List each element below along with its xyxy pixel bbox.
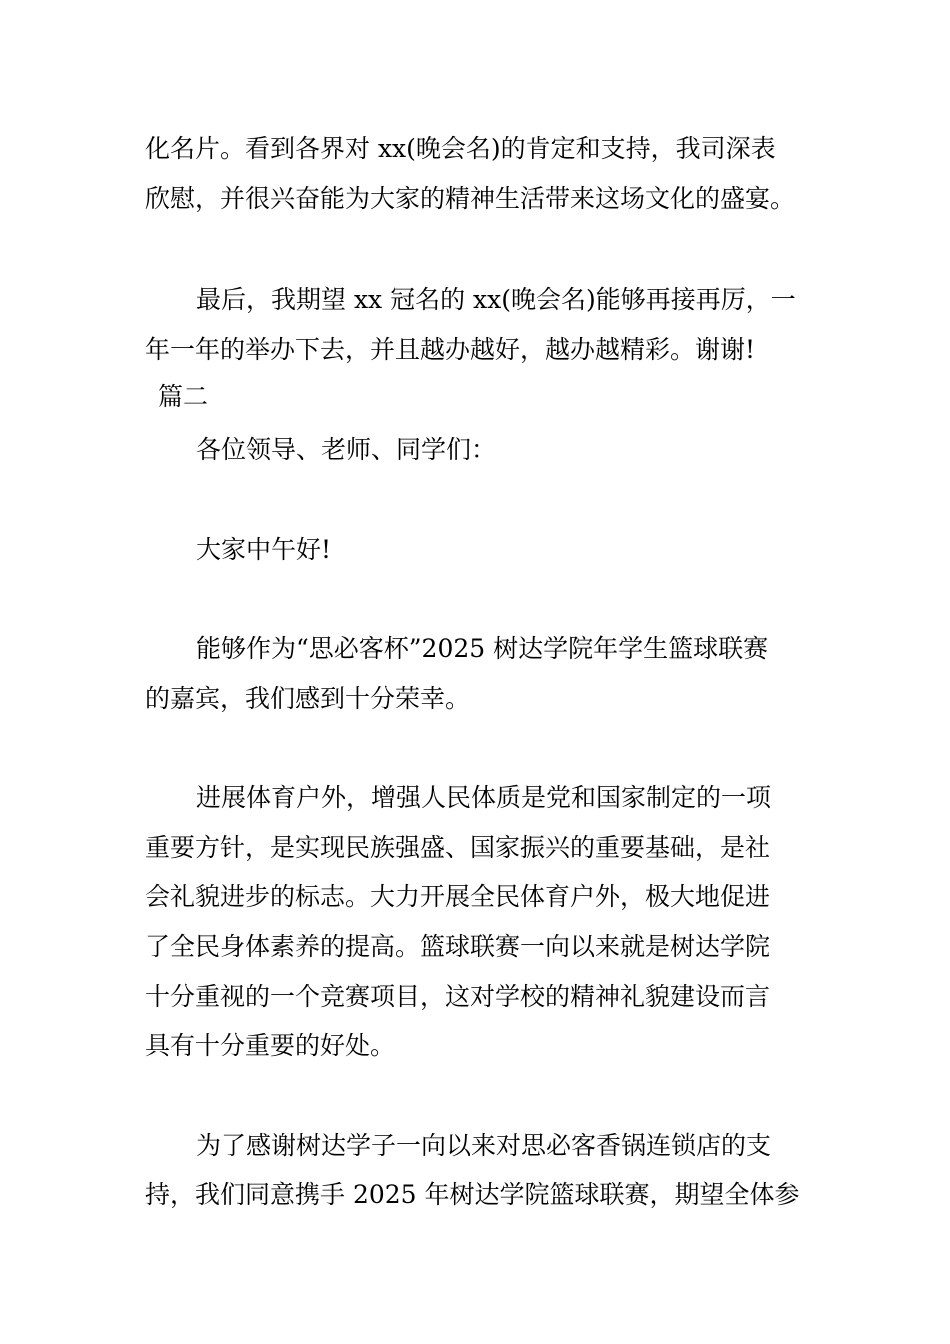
paragraph-line: 为了感谢树达学子一向以来对思必客香锅连锁店的支: [196, 1131, 772, 1160]
paragraph-line: 进展体育户外，增强人民体质是党和国家制定的一项: [196, 783, 772, 812]
greeting: 大家中午好!: [196, 535, 332, 564]
paragraph-line: 的嘉宾，我们感到十分荣幸。: [145, 684, 471, 713]
paragraph-line: 具有十分重要的好处。: [145, 1031, 396, 1060]
paragraph-line: 年一年的举办下去，并且越办越好，越办越精彩。谢谢!: [145, 335, 756, 364]
paragraph-line: 能够作为“思必客杯”2025 树达学院年学生篮球联赛: [196, 634, 769, 663]
paragraph-line: 持，我们同意携手 2025 年树达学院篮球联赛，期望全体参: [145, 1180, 800, 1209]
section-heading: 篇二: [158, 382, 209, 411]
paragraph-line: 十分重视的一个竞赛项目，这对学校的精神礼貌建设而言: [145, 982, 771, 1011]
salutation: 各位领导、老师、同学们：: [196, 435, 497, 464]
paragraph-line: 最后，我期望 xx 冠名的 xx(晚会名)能够再接再厉，一: [196, 285, 796, 314]
paragraph-line: 了全民身体素养的提高。篮球联赛一向以来就是树达学院: [145, 932, 771, 961]
paragraph-line: 重要方针，是实现民族强盛、国家振兴的重要基础，是社: [145, 833, 771, 862]
paragraph-line: 化名片。看到各界对 xx(晚会名)的肯定和支持，我司深表: [145, 134, 776, 163]
paragraph-line: 欣慰，并很兴奋能为大家的精神生活带来这场文化的盛宴。: [145, 184, 796, 213]
paragraph-line: 会礼貌进步的标志。大力开展全民体育户外，极大地促进: [145, 882, 771, 911]
